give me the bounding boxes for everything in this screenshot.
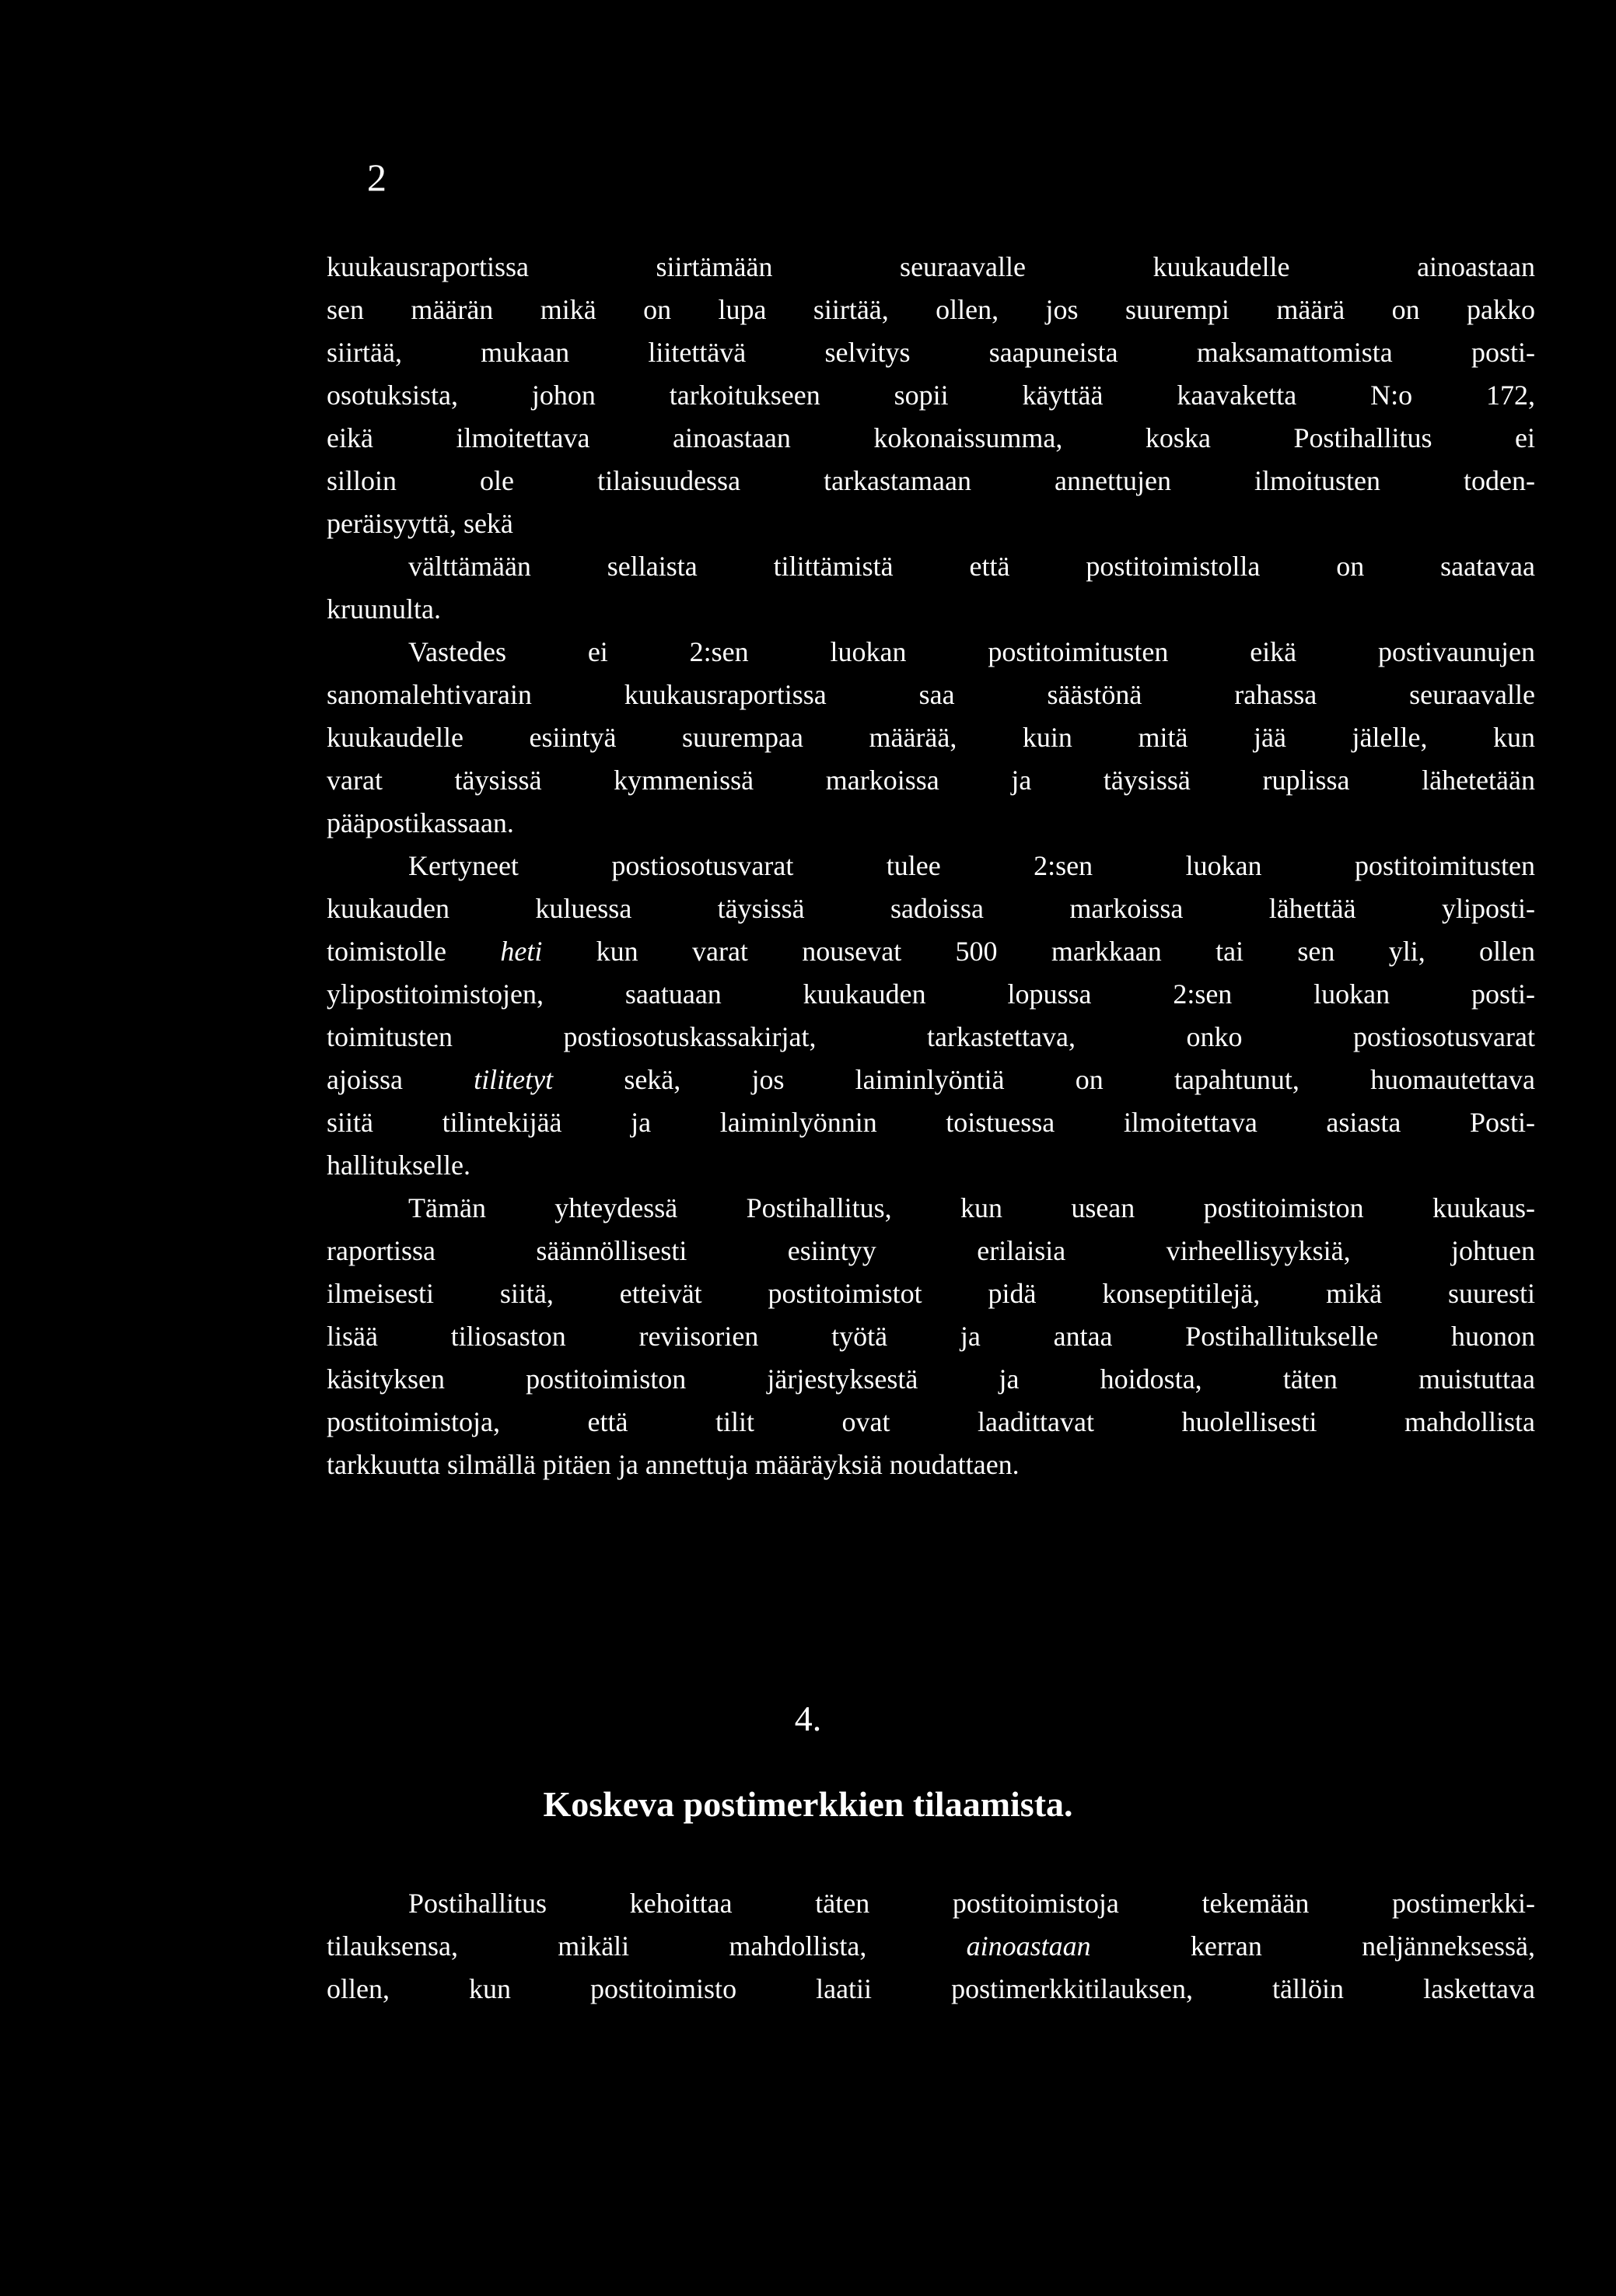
text-line: raportissa säännöllisesti esiintyy erilaisia virheellisyyksiä, johtuen	[327, 1235, 1535, 1266]
emphasis-text: tilitetyt	[474, 1064, 554, 1095]
text-line: siitä tilintekijää ja laiminlyönnin toistuessa ilmoitettava asiasta Posti-	[327, 1107, 1535, 1138]
text-line: Vastedes ei 2:sen luokan postitoimitusten eikä postivaunujen	[408, 636, 1535, 667]
text-line: pääpostikassaan.	[327, 807, 514, 838]
text-line: kuukaudelle esiintyä suurempaa määrää, kuin mitä jää jälelle, kun	[327, 722, 1535, 753]
text-segment: tilauksensa, mikäli mahdollista,	[327, 1930, 867, 1962]
section-title: Koskeva postimerkkien tilaamista.	[543, 1784, 1073, 1824]
emphasis-text: heti	[500, 936, 543, 967]
text-segment: kerran neljänneksessä,	[1190, 1930, 1536, 1962]
text-segment: ajoissa	[327, 1064, 403, 1095]
text-line: ylipostitoimistojen, saatuaan kuukauden lopussa 2:sen luokan posti-	[327, 978, 1535, 1010]
text-segment: toimistolle	[327, 936, 447, 967]
text-line: peräisyyttä, sekä	[327, 508, 513, 539]
text-line: lisää tiliosaston reviisorien työtä ja antaa Postihallitukselle huonon	[327, 1321, 1535, 1352]
text-line: käsityksen postitoimiston järjestyksestä ja hoidosta, täten muistuttaa	[327, 1363, 1535, 1395]
text-line: sanomalehtivarain kuukausraportissa saa säästönä rahassa seuraavalle	[327, 679, 1535, 710]
text-line: Kertyneet postiosotusvarat tulee 2:sen luokan postitoimitusten	[408, 850, 1535, 881]
text-line: postitoimistoja, että tilit ovat laadittavat huolellisesti mahdollista	[327, 1406, 1535, 1437]
text-line: kruunulta.	[327, 593, 441, 625]
text-line: kuukauden kuluessa täysissä sadoissa markoissa lähettää yliposti-	[327, 893, 1535, 924]
text-segment: sekä, jos laiminlyöntiä on tapahtunut, huomautettava	[624, 1064, 1535, 1095]
text-line: välttämään sellaista tilittämistä että postitoimistolla on saatavaa	[408, 551, 1535, 582]
emphasis-text: ainoastaan	[966, 1930, 1091, 1962]
text-line: kuukausraportissa siirtämään seuraavalle kuukaudelle ainoastaan	[327, 251, 1535, 282]
text-line	[327, 1925, 1535, 1968]
section-number: 4.	[794, 1699, 822, 1738]
text-line	[327, 930, 1535, 973]
text-line: tarkkuutta silmällä pitäen ja annettuja määräyksiä noudattaen.	[327, 1449, 1020, 1480]
text-line: ollen, kun postitoimisto laatii postimerkkitilauksen, tällöin laskettava	[327, 1973, 1535, 2004]
text-line: Tämän yhteydessä Postihallitus, kun usean postitoimiston kuukaus-	[408, 1192, 1535, 1223]
text-segment: kun varat nousevat 500 markkaan tai sen yli, ollen	[596, 936, 1536, 967]
text-line: varat täysissä kymmenissä markoissa ja täysissä ruplissa lähetetään	[327, 765, 1535, 796]
text-line: osotuksista, johon tarkoitukseen sopii käyttää kaavaketta N:o 172,	[327, 380, 1535, 411]
text-line: Postihallitus kehoittaa täten postitoimistoja tekemään postimerkki-	[408, 1888, 1535, 1919]
body-text-lower	[327, 1882, 1535, 2011]
text-line: ilmeisesti siitä, etteivät postitoimistot pidä konseptitilejä, mikä suuresti	[327, 1278, 1535, 1309]
page-number: 2	[367, 156, 387, 199]
text-line	[327, 1059, 1535, 1101]
text-line: eikä ilmoitettava ainoastaan kokonaissumma, koska Postihallitus ei	[327, 422, 1535, 453]
text-line: silloin ole tilaisuudessa tarkastamaan annettujen ilmoitusten toden-	[327, 465, 1535, 496]
text-line: sen määrän mikä on lupa siirtää, ollen, jos suurempi määrä on pakko	[327, 294, 1535, 325]
body-text-upper	[327, 246, 1535, 1486]
text-line: toimitusten postiosotuskassakirjat, tarkastettava, onko postiosotusvarat	[327, 1021, 1535, 1052]
text-line: siirtää, mukaan liitettävä selvitys saapuneista maksamattomista posti-	[327, 337, 1535, 368]
text-line: hallitukselle.	[327, 1150, 470, 1181]
